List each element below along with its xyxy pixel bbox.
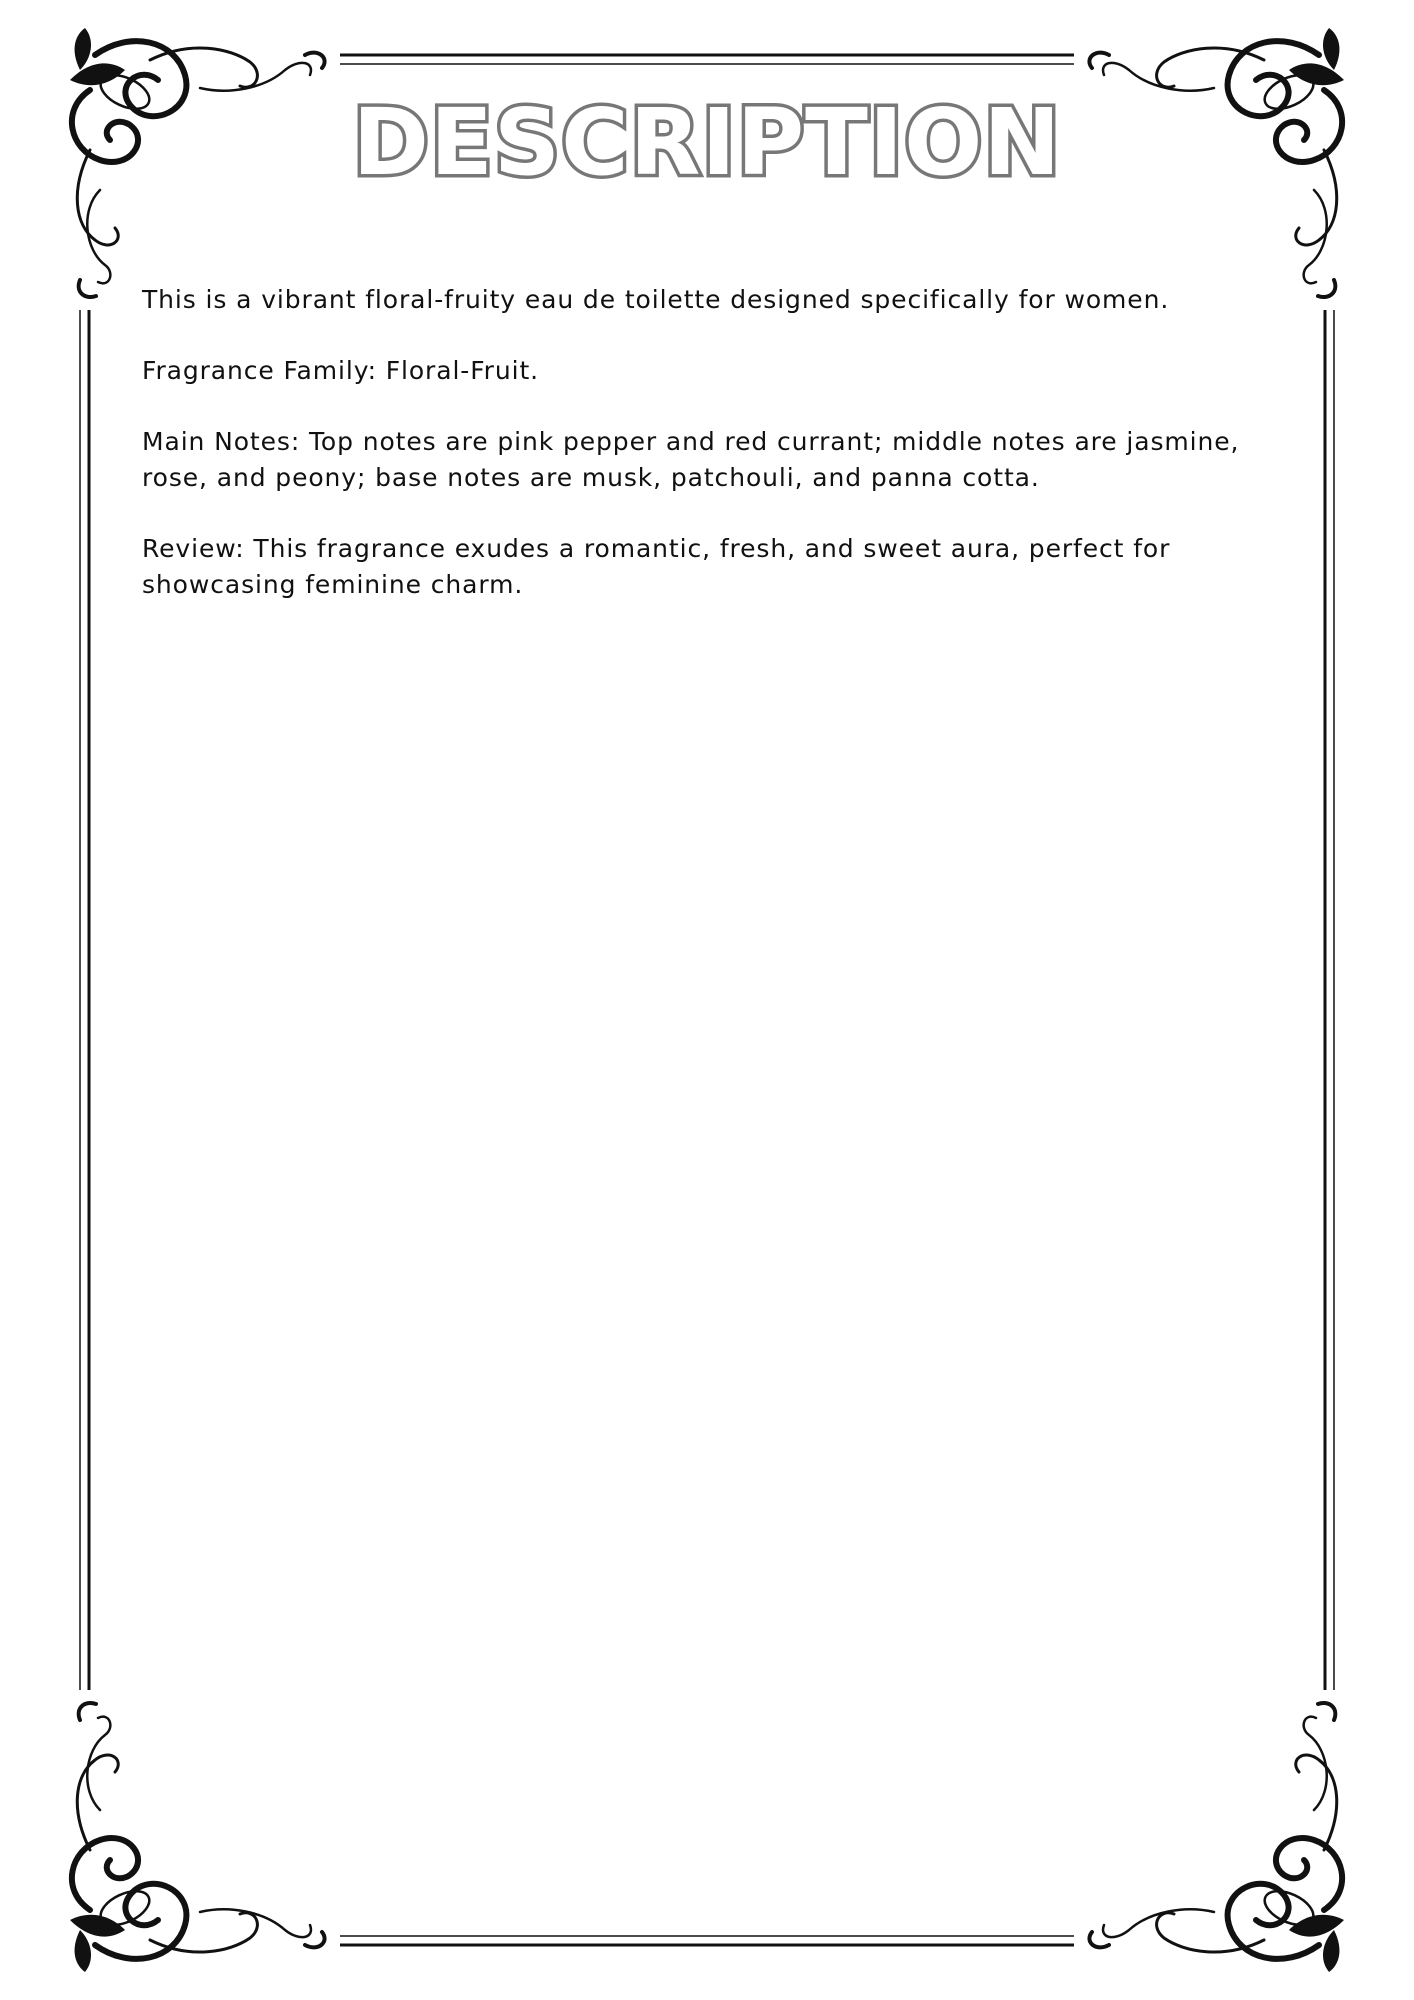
corner-ornament-bottom-right <box>1089 1703 1344 1972</box>
fragrance-family-paragraph: Fragrance Family: Floral-Fruit. <box>142 356 540 385</box>
intro-paragraph: This is a vibrant floral-fruity eau de toilette designed specifically for women. <box>142 285 1170 314</box>
corner-ornament-bottom-left <box>70 1703 325 1972</box>
page-title: DESCRIPTION <box>352 89 1062 196</box>
description-body <box>142 282 1272 638</box>
main-notes-paragraph: Main Notes: Top notes are pink pepper and red currant; middle notes are jasmine, rose, and peony; base notes are musk, patchouli, and panna cotta. <box>142 427 1240 492</box>
review-paragraph: Review: This fragrance exudes a romantic, fresh, and sweet aura, perfect for showcasing feminine charm. <box>142 534 1171 599</box>
